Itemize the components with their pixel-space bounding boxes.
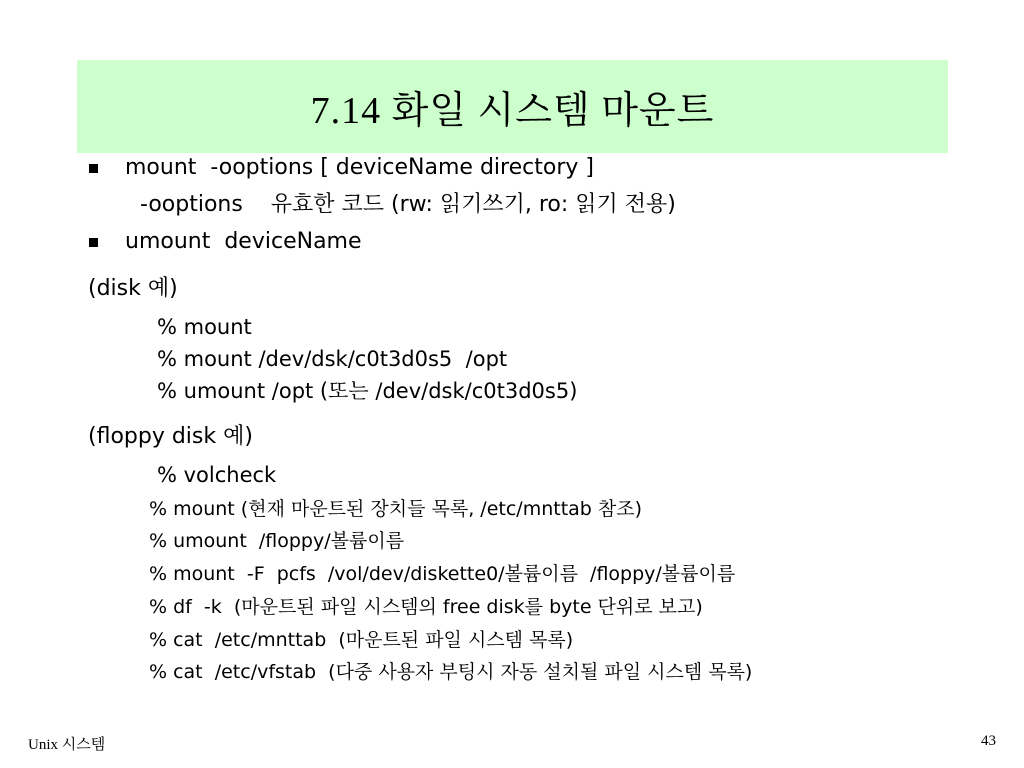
floppy-command: % umount /floppy/볼륨이름 <box>149 530 405 552</box>
disk-command: % mount <box>157 315 252 339</box>
floppy-command: % df -k (마운트된 파일 시스템의 free disk를 byte 단위로 보고) <box>149 596 703 618</box>
floppy-example-heading: (floppy disk 예) <box>88 424 253 449</box>
bullet-marker <box>89 238 98 247</box>
disk-command: % mount /dev/dsk/c0t3d0s5 /opt <box>157 347 508 371</box>
floppy-command: % mount (현재 마운트된 장치들 목록, /etc/mnttab 참조) <box>149 498 643 520</box>
footer-label: Unix 시스템 <box>28 737 106 753</box>
floppy-command: % cat /etc/vfstab (다중 사용자 부팅시 자동 설치될 파일 시스템 목록) <box>149 661 753 683</box>
bullet-umount-line <box>125 229 362 255</box>
option-line: -ooptions 유효한 코드 (rw: 읽기쓰기, ro: 읽기 전용) <box>140 192 676 217</box>
bullet-text: deviceName <box>210 229 362 254</box>
floppy-command: % mount -F pcfs /vol/dev/diskette0/볼륨이름 /floppy/볼륨이름 <box>149 563 736 585</box>
bullet-mount-line <box>125 155 594 181</box>
floppy-command: % volcheck <box>157 463 277 487</box>
title-bar <box>77 60 948 153</box>
disk-command: % umount /opt (또는 /dev/dsk/c0t3d0s5) <box>157 379 578 403</box>
bullet-keyword: mount <box>125 155 197 180</box>
bullet-text: -ooptions [ deviceName directory ] <box>196 155 594 180</box>
slide-title: 7.14 화일 시스템 마운트 <box>310 90 715 132</box>
page-number: 43 <box>981 733 996 749</box>
floppy-command: % cat /etc/mnttab (마운트된 파일 시스템 목록) <box>149 629 574 651</box>
disk-example-heading: (disk 예) <box>88 276 178 301</box>
bullet-marker <box>89 164 98 173</box>
bullet-keyword: umount <box>125 229 211 254</box>
